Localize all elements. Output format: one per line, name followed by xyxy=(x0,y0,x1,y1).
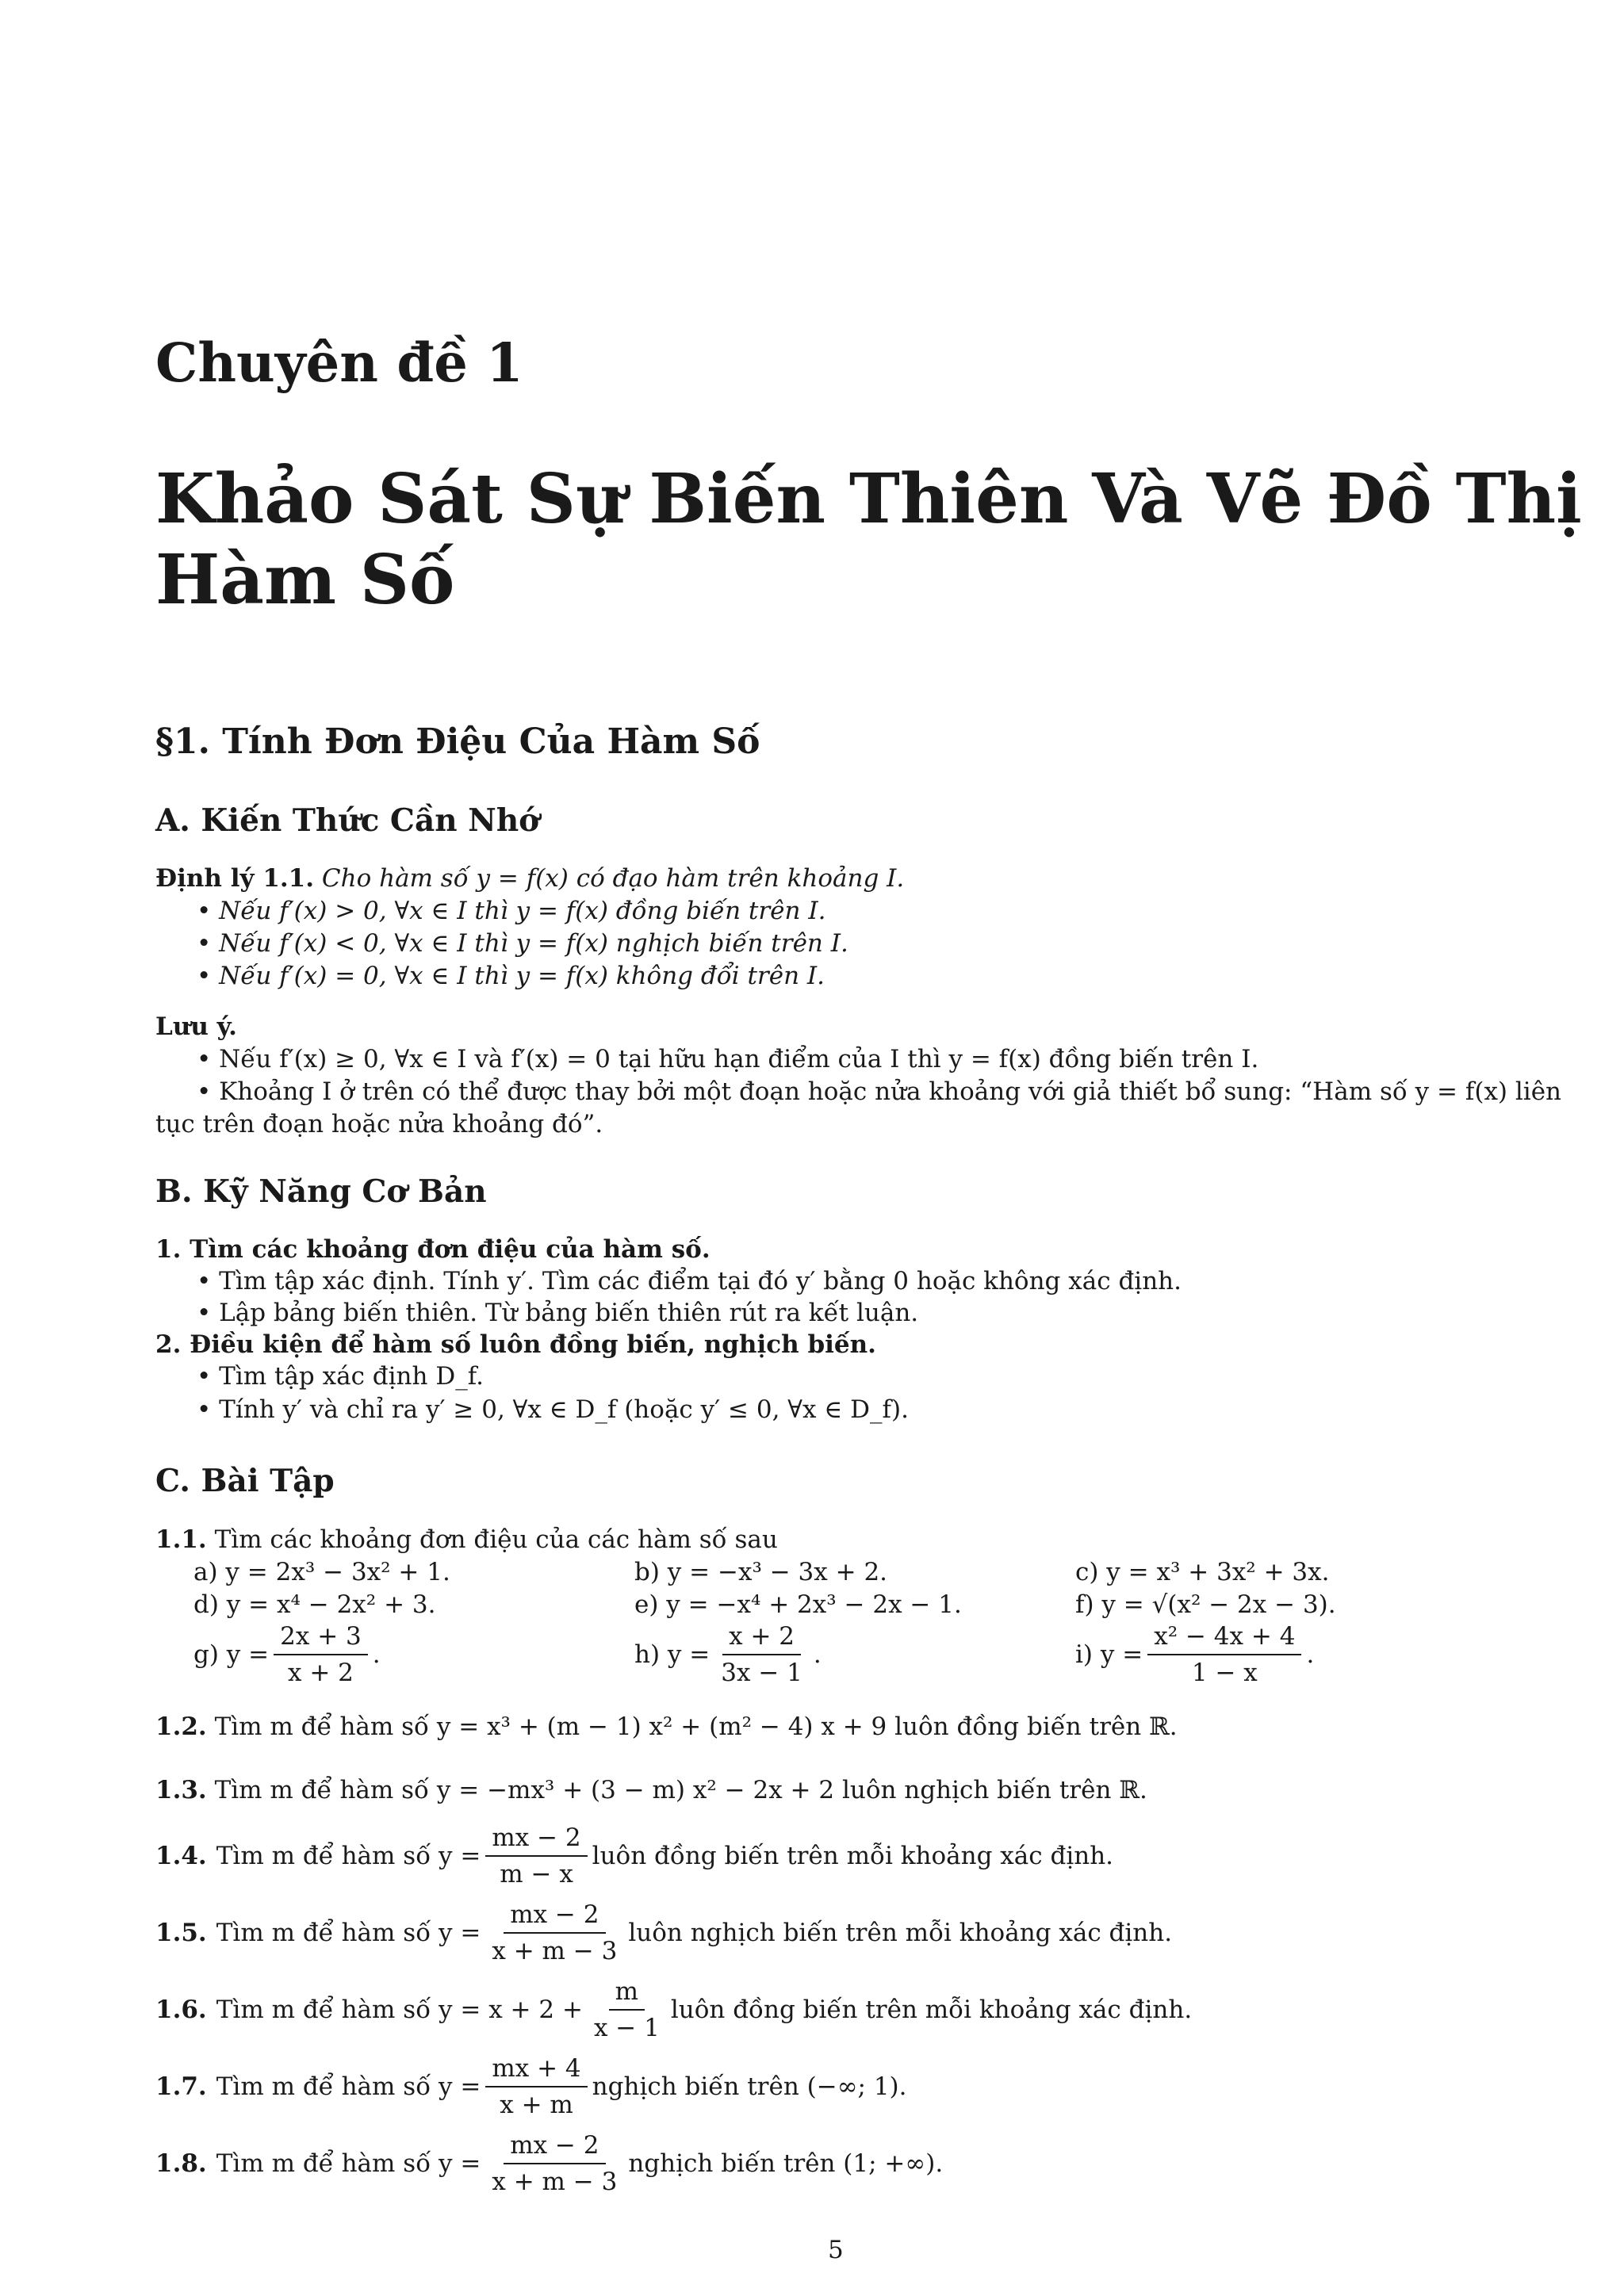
section-heading: §1. Tính Đơn Điệu Của Hàm Số xyxy=(155,721,760,762)
exercise-text: Tìm m để hàm số y = −mx³ + (3 − m) x² − 2x + 2 luôn nghịch biến trên ℝ. xyxy=(214,1776,1147,1804)
exercise-prefix: Tìm m để hàm số y = xyxy=(216,1842,481,1870)
exercise-fraction xyxy=(485,1823,587,1888)
exercise-label: 1.3. xyxy=(155,1776,207,1804)
subsection-c: C. Bài Tập xyxy=(155,1463,335,1499)
exercise-label: 1.5. xyxy=(155,1919,207,1947)
part-c: c) y = x³ + 3x² + 3x. xyxy=(1075,1558,1330,1586)
part-i-prefix: i) y = xyxy=(1075,1640,1143,1669)
exercise-suffix: nghịch biến trên (1; +∞). xyxy=(628,2149,944,2178)
exercise-suffix: luôn đồng biến trên mỗi khoảng xác định. xyxy=(592,1842,1114,1870)
page-number: 5 xyxy=(828,2236,844,2264)
note-item: • Khoảng I ở trên có thể được thay bởi một đoạn hoặc nửa khoảng với giả thiết bổ sung: “Hàm số y = f(x) liên xyxy=(197,1077,1562,1106)
exercise-1-7 xyxy=(155,2054,907,2119)
chapter-heading: Chuyên đề 1 xyxy=(155,331,523,394)
chapter-title-line1: Khảo Sát Sự Biến Thiên Và Vẽ Đồ Thị xyxy=(155,459,1582,539)
exercise-1-6 xyxy=(155,1977,1192,2042)
exercise-fraction xyxy=(588,1977,666,2042)
part-i-fraction xyxy=(1147,1622,1301,1687)
denominator: x + 2 xyxy=(288,1659,354,1687)
part-g-prefix: g) y = xyxy=(193,1640,270,1669)
denominator: 3x − 1 xyxy=(721,1659,802,1687)
part-h-fraction xyxy=(714,1622,809,1687)
theorem-item: • Nếu f′(x) > 0, ∀x ∈ I thì y = f(x) đồng biến trên I. xyxy=(197,897,826,925)
exercise-fraction xyxy=(485,2054,587,2119)
part-a: a) y = 2x³ − 3x² + 1. xyxy=(193,1558,450,1586)
exercise-prefix: Tìm m để hàm số y = xyxy=(216,1919,481,1947)
exercise-label: 1.7. xyxy=(155,2072,207,2101)
part-i: i) y = $\frac{\text{x² − 4x + 4}}{1 - x}$ . xyxy=(1075,1622,1315,1687)
note-continuation: tục trên đoạn hoặc nửa khoảng đó”. xyxy=(155,1110,603,1138)
exercise-suffix: luôn nghịch biến trên mỗi khoảng xác định. xyxy=(628,1919,1173,1947)
part-b: b) y = −x³ − 3x + 2. xyxy=(634,1558,888,1586)
numerator: 2x + 3 xyxy=(274,1622,368,1655)
exercise-label: 1.6. xyxy=(155,1996,207,2024)
skill-2-title: 2. Điều kiện để hàm số luôn đồng biến, nghịch biến. xyxy=(155,1330,876,1359)
exercise-1-1 xyxy=(155,1525,778,1554)
denominator: x − 1 xyxy=(593,2014,660,2042)
exercise-1-3 xyxy=(155,1776,1147,1804)
theorem xyxy=(155,864,904,893)
exercise-fraction xyxy=(485,1900,623,1965)
theorem-item: • Nếu f′(x) < 0, ∀x ∈ I thì y = f(x) nghịch biến trên I. xyxy=(197,929,848,958)
exercise-fraction xyxy=(485,2131,623,2196)
numerator: mx − 2 xyxy=(485,1823,587,1857)
exercise-prefix: Tìm m để hàm số y = xyxy=(216,2072,481,2101)
exercise-1-4 xyxy=(155,1823,1113,1888)
exercise-1-8 xyxy=(155,2131,943,2196)
numerator: mx − 2 xyxy=(504,2131,605,2164)
exercise-1-5 xyxy=(155,1900,1172,1965)
exercise-label: 1.4. xyxy=(155,1842,207,1870)
exercise-1-2 xyxy=(155,1712,1178,1741)
denominator: x + m xyxy=(500,2091,573,2119)
subsection-b: B. Kỹ Năng Cơ Bản xyxy=(155,1173,487,1210)
denominator: 1 − x xyxy=(1191,1659,1258,1687)
theorem-item: • Nếu f′(x) = 0, ∀x ∈ I thì y = f(x) không đổi trên I. xyxy=(197,962,825,990)
numerator: mx − 2 xyxy=(504,1900,605,1934)
exercise-prefix: Tìm m để hàm số y = x + 2 + xyxy=(216,1996,583,2024)
part-f: f) y = √(x² − 2x − 3). xyxy=(1075,1590,1336,1619)
note-item: • Nếu f′(x) ≥ 0, ∀x ∈ I và f′(x) = 0 tại hữu hạn điểm của I thì y = f(x) đồng biến trên I. xyxy=(197,1045,1259,1073)
theorem-label: Định lý 1.1. xyxy=(155,864,315,893)
numerator: m xyxy=(609,1977,645,2011)
exercise-label: 1.2. xyxy=(155,1712,207,1741)
skill-1-item: • Tìm tập xác định. Tính y′. Tìm các điểm tại đó y′ bằng 0 hoặc không xác định. xyxy=(197,1267,1182,1295)
theorem-text: Cho hàm số y = f(x) có đạo hàm trên khoảng I. xyxy=(321,864,905,893)
part-e: e) y = −x⁴ + 2x³ − 2x − 1. xyxy=(634,1590,962,1619)
part-h: h) y = $\frac{x + 2}{3x - 1}$ . xyxy=(634,1622,822,1687)
denominator: m − x xyxy=(500,1860,573,1888)
exercise-label: 1.1. xyxy=(155,1525,207,1554)
part-g: g) y = $\frac{2x + 3}{x + 2}$ . xyxy=(193,1622,381,1687)
exercise-prefix: Tìm m để hàm số y = xyxy=(216,2149,481,2178)
numerator: x + 2 xyxy=(722,1622,801,1655)
exercise-suffix: nghịch biến trên (−∞; 1). xyxy=(592,2072,907,2101)
exercise-text: Tìm các khoảng đơn điệu của các hàm số sau xyxy=(214,1525,778,1554)
denominator: x + m − 3 xyxy=(492,1937,618,1965)
chapter-title-line2: Hàm Số xyxy=(155,540,455,620)
skill-1-title: 1. Tìm các khoảng đơn điệu của hàm số. xyxy=(155,1235,710,1264)
subsection-a: A. Kiến Thức Cần Nhớ xyxy=(155,802,540,839)
skill-2-item: • Tìm tập xác định D_f. xyxy=(197,1362,484,1391)
part-h-prefix: h) y = xyxy=(634,1640,710,1669)
note-label: Lưu ý. xyxy=(155,1012,237,1041)
exercise-suffix: luôn đồng biến trên mỗi khoảng xác định. xyxy=(670,1996,1193,2024)
skill-1-item: • Lập bảng biến thiên. Từ bảng biến thiên rút ra kết luận. xyxy=(197,1299,919,1327)
part-g-fraction xyxy=(274,1622,368,1687)
exercise-text: Tìm m để hàm số y = x³ + (m − 1) x² + (m² − 4) x + 9 luôn đồng biến trên ℝ. xyxy=(214,1712,1178,1741)
numerator: mx + 4 xyxy=(485,2054,587,2087)
part-d: d) y = x⁴ − 2x² + 3. xyxy=(193,1590,436,1619)
numerator: x² − 4x + 4 xyxy=(1147,1622,1301,1655)
exercise-label: 1.8. xyxy=(155,2149,207,2178)
skill-2-item: • Tính y′ và chỉ ra y′ ≥ 0, ∀x ∈ D_f (hoặc y′ ≤ 0, ∀x ∈ D_f). xyxy=(197,1395,909,1424)
denominator: x + m − 3 xyxy=(492,2168,618,2196)
